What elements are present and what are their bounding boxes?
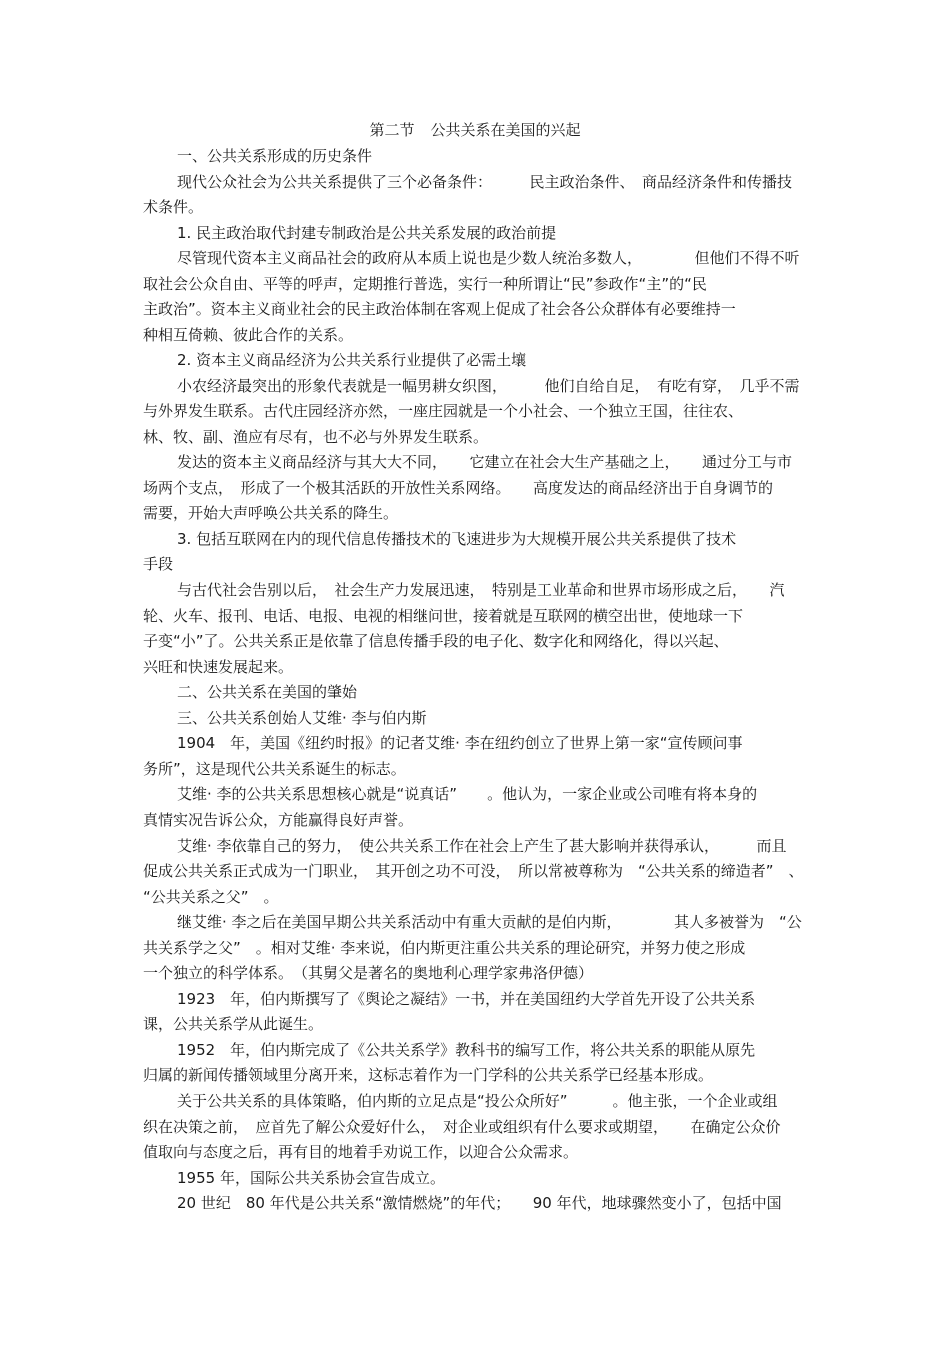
paragraph-line: 1904 年，美国《纽约时报》的记者艾维· 李在纽约创立了世界上第一家“宣传顾问事 [177,734,743,752]
paragraph-line: 取社会公众自由、平等的呼声，定期推行普选，实行一种所谓让“民”参政作“主”的“民 [143,275,707,293]
paragraph-line: 织在决策之前， 应首先了解公众爱好什么， 对企业或组织有什么要求或期望， 在确定公众价 [143,1118,781,1136]
paragraph-line: 轮、火车、报刊、电话、电报、电视的相继问世，接着就是互联网的横空出世，使地球一下 [143,607,744,625]
paragraph-line: 需要，开始大声呼唤公共关系的降生。 [143,504,399,522]
paragraph-line: 小农经济最突出的形象代表就是一幅男耕女织图， 他们自给自足， 有吃有穿， 几乎不需 [177,377,800,395]
paragraph-line: 值取向与态度之后，再有目的地着手劝说工作，以迎合公众需求。 [143,1143,579,1161]
paragraph-line: 一个独立的科学体系。 （其舅父是著名的奥地利心理学家弗洛伊德） [143,964,594,982]
section-title [0,120,950,140]
paragraph-line: 务所”，这是现代公共关系诞生的标志。 [143,760,406,778]
paragraph-line: 主政治”。资本主义商业社会的民主政治体制在客观上促成了社会各公众群体有必要维持一 [143,300,736,318]
paragraph-line: 尽管现代资本主义商品社会的政府从本质上说也是少数人统治多数人， 但他们不得不听 [177,249,800,267]
subheading-3: 3. 包括互联网在内的现代信息传播技术的飞速进步为大规模开展公共关系提供了技术 [177,530,737,548]
paragraph-line: 与外界发生联系。古代庄园经济亦然，一座庄园就是一个小社会、一个独立王国，往往农、 [143,402,744,420]
paragraph-line: 20 世纪 80 年代是公共关系“激情燃烧”的年代； 90 年代，地球骤然变小了，包括中国 [177,1194,782,1212]
section-number: 第二节 [369,121,415,139]
paragraph-line: 真情实况告诉公众，方能赢得良好声誉。 [143,811,414,829]
paragraph-line: 兴旺和快速发展起来。 [143,658,294,676]
paragraph-line: 归属的新闻传播领域里分离开来，这标志着作为一门学科的公共关系学已经基本形成。 [143,1066,714,1084]
paragraph-line: “公共关系之父” 。 [143,888,279,906]
paragraph-line: 场两个支点， 形成了一个极其活跃的开放性关系网络。 高度发达的商品经济出于自身调节的 [143,479,774,497]
subheading-2: 2. 资本主义商品经济为公共关系行业提供了必需土壤 [177,351,527,369]
paragraph-line: 1955 年，国际公共关系协会宣告成立。 [177,1169,445,1187]
paragraph-line: 与古代社会告别以后， 社会生产力发展迅速， 特别是工业革命和世界市场形成之后， 汽 [177,581,785,599]
paragraph-line: 1923 年，伯内斯撰写了《舆论之凝结》一书，并在美国纽约大学首先开设了公共关系 [177,990,756,1008]
subheading-1: 1. 民主政治取代封建专制政治是公共关系发展的政治前提 [177,224,557,242]
heading-2: 二、公共关系在美国的肇始 [177,683,358,701]
paragraph-line: 林、牧、副、渔应有尽有，也不必与外界发生联系。 [143,428,489,446]
paragraph-line: 现代公众社会为公共关系提供了三个必备条件： 民主政治条件、 商品经济条件和传播技 [177,173,793,191]
paragraph-line: 子变“小”了。公共关系正是依靠了信息传播手段的电子化、数字化和网络化，得以兴起、 [143,632,729,650]
heading-3: 三、公共关系创始人艾维· 李与伯内斯 [177,709,427,727]
paragraph-line: 促成公共关系正式成为一门职业， 其开创之功不可没， 所以常被尊称为 “公共关系的缔造者” 、 [143,862,804,880]
paragraph-line: 关于公共关系的具体策略，伯内斯的立足点是“投公众所好” 。他主张，一个企业或组 [177,1092,778,1110]
paragraph-line: 艾维· 李依靠自己的努力， 使公共关系工作在社会上产生了甚大影响并获得承认， 而且 [177,837,787,855]
section-name: 公共关系在美国的兴起 [430,121,581,139]
paragraph-line: 术条件。 [143,198,204,216]
paragraph-line: 共关系学之父” 。相对艾维· 李来说，伯内斯更注重公共关系的理论研究，并努力使之形成 [143,939,746,957]
paragraph-line: 种相互倚赖、彼此合作的关系。 [143,326,354,344]
paragraph-line: 1952 年，伯内斯完成了《公共关系学》教科书的编写工作，将公共关系的职能从原先 [177,1041,756,1059]
paragraph-line: 课，公共关系学从此诞生。 [143,1015,324,1033]
paragraph-line: 发达的资本主义商品经济与其大大不同， 它建立在社会大生产基础之上， 通过分工与市 [177,453,793,471]
paragraph-line: 继艾维· 李之后在美国早期公共关系活动中有重大贡献的是伯内斯， 其人多被誉为 “公 [177,913,802,931]
heading-1: 一、公共关系形成的历史条件 [177,147,373,165]
paragraph-line: 艾维· 李的公共关系思想核心就是“说真话” 。他认为，一家企业或公司唯有将本身的 [177,785,758,803]
subheading-3-cont: 手段 [143,555,174,573]
